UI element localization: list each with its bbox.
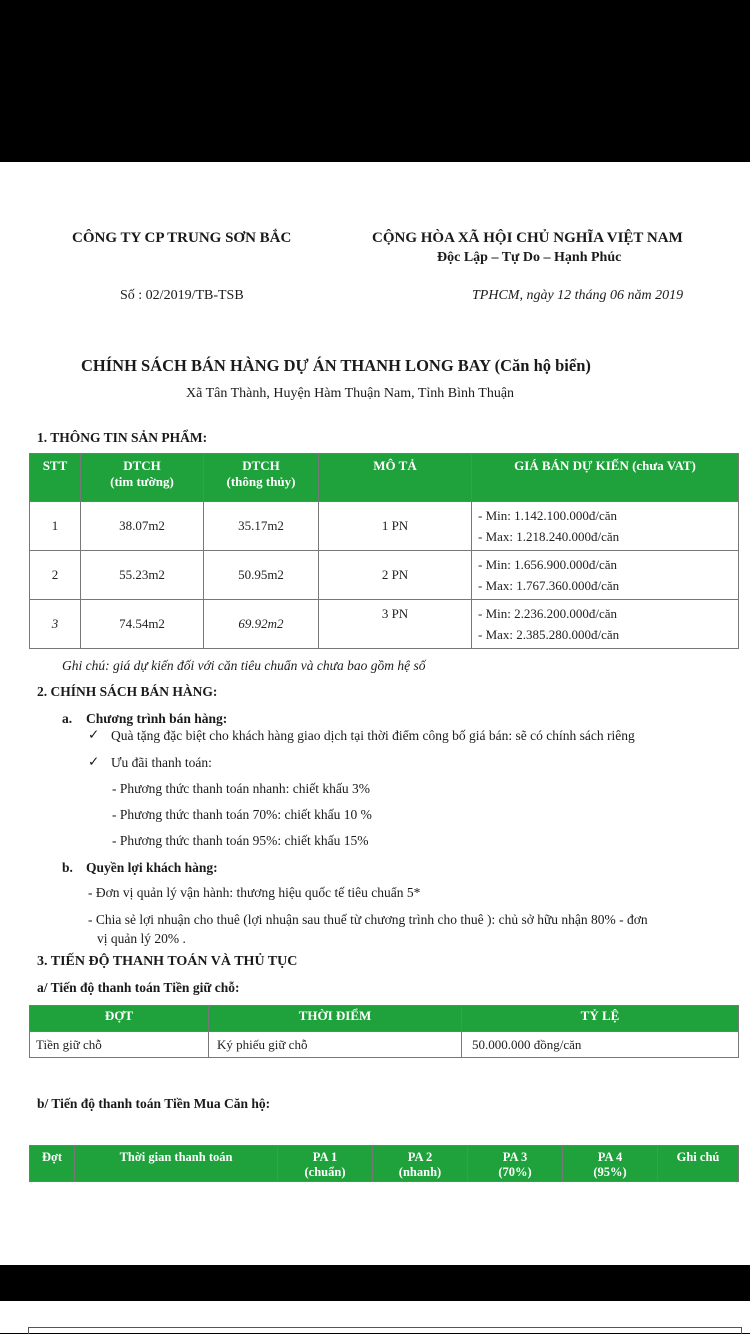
document-subtitle: Xã Tân Thành, Huyện Hàm Thuận Nam, Tỉnh Bình Thuận [186,386,515,401]
table-note: Ghi chú: giá dự kiến đối với căn tiêu chuẩn và chưa bao gồm hệ số [62,658,426,673]
promo-item-gift: Quà tặng đặc biệt cho khách hàng giao dịch tại thời điểm công bố giá bán: sẽ có chính sách riêng [111,728,635,743]
product-table [29,453,739,649]
cell-price-range: - Min: 2.236.200.000đ/căn - Max: 2.385.280.000đ/căn [472,600,739,649]
table-row [30,1032,739,1058]
bottom-black-bar [0,1265,750,1301]
col-header-stt: STT [30,454,81,502]
cell-stt: 3 [30,600,81,649]
table-row [30,551,739,600]
document-title: CHÍNH SÁCH BÁN HÀNG DỰ ÁN THANH LONG BAY (Căn hộ biển) [81,356,591,375]
section2b-label: b. [62,860,73,875]
table-row [30,502,739,551]
cell-thong-thuy: 69.92m2 [204,600,319,649]
cell-price-range: - Min: 1.142.100.000đ/căn - Max: 1.218.240.000đ/căn [472,502,739,551]
benefit-profit-share-cont: vị quản lý 20% . [97,931,186,946]
discount-70: - Phương thức thanh toán 70%: chiết khấu 10 % [112,807,372,822]
top-black-bar [0,0,750,162]
check-icon: ✓ [88,754,100,769]
section3-heading: 3. TIẾN ĐỘ THANH TOÁN VÀ THỦ TỤC [37,954,298,969]
benefit-management: - Đơn vị quản lý vận hành: thương hiệu quốc tế tiêu chuẩn 5* [88,885,421,900]
cell-mo-ta: 1 PN [319,502,472,551]
cell-mo-ta: 3 PN [319,600,472,649]
section2-heading: 2. CHÍNH SÁCH BÁN HÀNG: [37,684,218,699]
document-page [0,162,750,1265]
cell-mo-ta: 2 PN [319,551,472,600]
cell-thong-thuy: 50.95m2 [204,551,319,600]
document-number: Số : 02/2019/TB-TSB [120,288,244,303]
cell-tim-tuong: 55.23m2 [81,551,204,600]
cell-stt: 2 [30,551,81,600]
payment-schedule-table [29,1145,739,1182]
company-name: CÔNG TY CP TRUNG SƠN BẮC [72,230,292,246]
col-header-dtch-tim-tuong: DTCH (tim tường) [81,454,204,502]
document-date: TPHCM, ngày 12 tháng 06 năm 2019 [472,288,684,303]
cell-tim-tuong: 38.07m2 [81,502,204,551]
section3a-heading: a/ Tiến độ thanh toán Tiền giữ chỗ: [37,980,240,995]
col-header-pa2: PA 2 (nhanh) [373,1146,468,1182]
cell-dot: Tiền giữ chỗ [30,1032,209,1058]
section3b-heading: b/ Tiến độ thanh toán Tiền Mua Căn hộ: [37,1096,271,1111]
section2a-heading: Chương trình bán hàng: [86,711,228,726]
col-header-dot: Đợt [30,1146,75,1182]
deposit-table [29,1005,739,1058]
promo-item-payment: Ưu đãi thanh toán: [111,755,212,770]
section2b-heading: Quyền lợi khách hàng: [86,860,218,875]
cell-stt: 1 [30,502,81,551]
section1-heading: 1. THÔNG TIN SẢN PHẨM: [37,430,208,445]
col-header-dtch-thong-thuy: DTCH (thông thủy) [204,454,319,502]
col-header-mo-ta: MÔ TẢ [319,454,472,502]
section2a-label: a. [62,711,73,726]
discount-95: - Phương thức thanh toán 95%: chiết khấu 15% [112,833,369,848]
col-header-ty-le: TỶ LỆ [462,1006,739,1032]
national-motto: Độc Lập – Tự Do – Hạnh Phúc [437,250,622,265]
col-header-ghi-chu: Ghi chú [658,1146,739,1182]
cell-thong-thuy: 35.17m2 [204,502,319,551]
republic-name: CỘNG HÒA XÃ HỘI CHỦ NGHĨA VIỆT NAM [372,230,683,246]
benefit-profit-share: - Chia sẻ lợi nhuận cho thuê (lợi nhuận sau thuế từ chương trình cho thuê ): chủ sở hữu nhận 80% - đơn [88,912,648,927]
col-header-thoi-diem: THỜI ĐIỂM [209,1006,462,1032]
cell-ty-le: 50.000.000 đồng/căn [462,1032,739,1058]
col-header-thoi-gian: Thời gian thanh toán [75,1146,278,1182]
discount-fast: - Phương thức thanh toán nhanh: chiết khấu 3% [112,781,370,796]
col-header-pa3: PA 3 (70%) [468,1146,563,1182]
cell-thoi-diem: Ký phiếu giữ chỗ [209,1032,462,1058]
cell-price-range: - Min: 1.656.900.000đ/căn - Max: 1.767.360.000đ/căn [472,551,739,600]
table-row [30,600,739,649]
col-header-dot: ĐỢT [30,1006,209,1032]
col-header-pa1: PA 1 (chuẩn) [278,1146,373,1182]
col-header-pa4: PA 4 (95%) [563,1146,658,1182]
cell-tim-tuong: 74.54m2 [81,600,204,649]
col-header-gia-ban: GIÁ BÁN DỰ KIẾN (chưa VAT) [472,454,739,502]
check-icon: ✓ [88,727,100,742]
